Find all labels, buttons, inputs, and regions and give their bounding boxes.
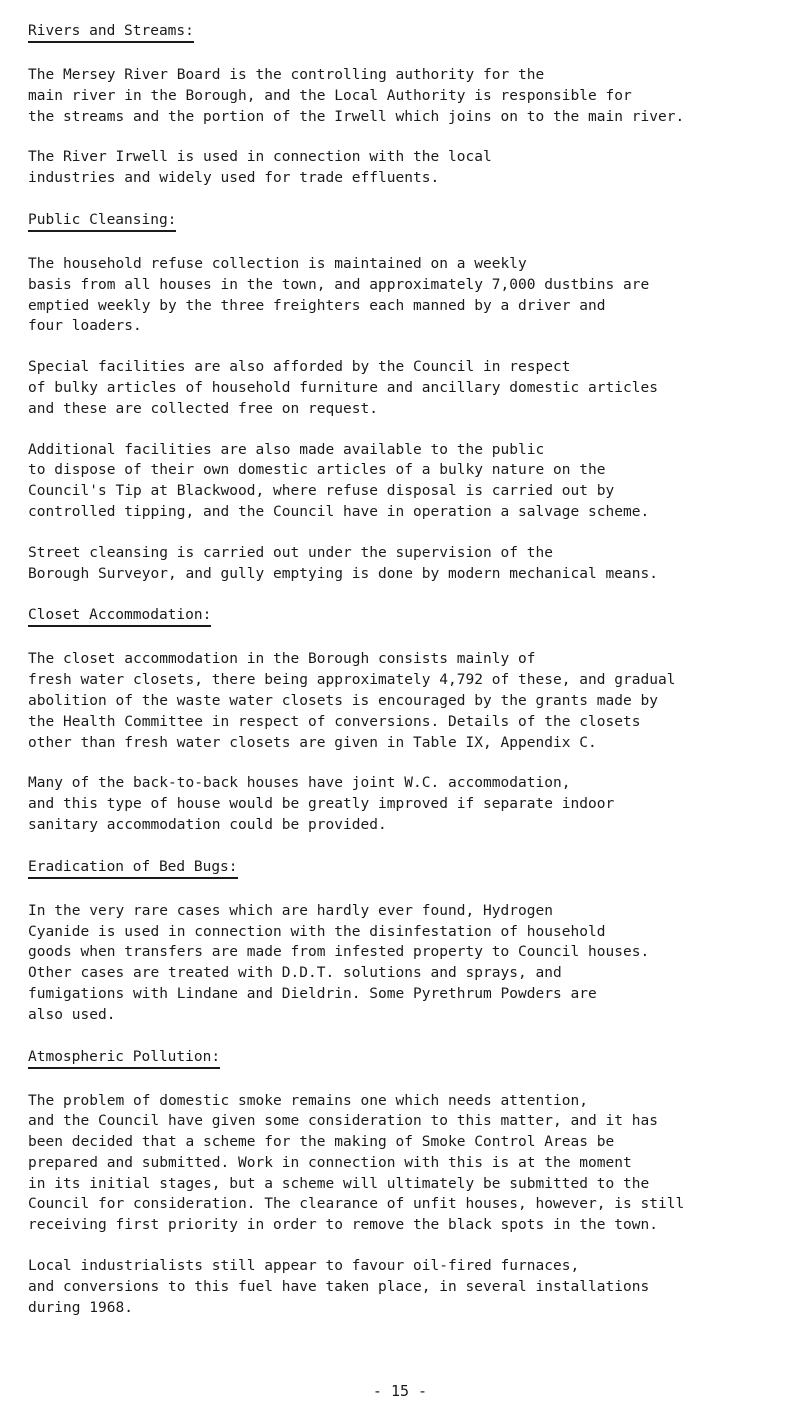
paragraph: The closet accommodation in the Borough consists mainly of fresh water closets, there being approximately 4,792 of these, and gradual abolition of the waste water closets is encouraged by the grants made by the Health Committee in respect of conversions. Details of the closets other than fresh water closets are given in Table IX, Appendix C. [28,651,676,751]
section-heading: Public Cleansing: [28,210,176,232]
paragraph: Local industrialists still appear to favour oil-fired furnaces, and conversions to this fuel have taken place, in several installations during 1968. [28,1258,650,1316]
section-heading: Closet Accommodation: [28,605,211,627]
section-rivers-and-streams [28,20,798,189]
section-closet-accommodation [28,604,798,835]
section-public-cleansing [28,209,798,584]
paragraph: Street cleansing is carried out under the supervision of the Borough Surveyor, and gully emptying is done by modern mechanical means. [28,544,658,582]
paragraph: The River Irwell is used in connection with the local industries and widely used for trade effluents. [28,149,492,187]
paragraph: The problem of domestic smoke remains one which needs attention, and the Council have given some consideration to this matter, and it has been decided that a scheme for the making of Smoke Control Areas be prepared and submitted. Work in connection with this is at the moment in its initial stages, but a scheme will ultimately be submitted to the Council for consideration. The clearance of unfit houses, however, is still receiving first priority in order to remove the black spots in the town. [28,1092,685,1234]
page-number: - 15 - [372,1382,428,1400]
paragraph: Additional facilities are also made available to the public to dispose of their own domestic articles of a bulky nature on the Council's Tip at Blackwood, where refuse disposal is carried out by controlled tipping, and the Council have in operation a salvage scheme. [28,441,650,520]
paragraph: Many of the back-to-back houses have joint W.C. accommodation, and this type of house would be greatly improved if separate indoor sanitary accommodation could be provided. [28,775,615,833]
section-atmospheric-pollution [28,1046,798,1319]
paragraph: Special facilities are also afforded by the Council in respect of bulky articles of household furniture and ancillary domestic articles and these are collected free on request. [28,359,658,417]
document-page [28,20,798,1338]
section-heading: Atmospheric Pollution: [28,1047,220,1069]
paragraph: The Mersey River Board is the controlling authority for the main river in the Borough, and the Local Authority is responsible for the streams and the portion of the Irwell which joins on to the main river. [28,67,685,125]
paragraph: The household refuse collection is maintained on a weekly basis from all houses in the town, and approximately 7,000 dustbins are emptied weekly by the three freighters each manned by a driver and four loaders. [28,255,650,335]
section-eradication-of-bed-bugs [28,856,798,1026]
section-heading: Eradication of Bed Bugs: [28,857,238,879]
paragraph: In the very rare cases which are hardly ever found, Hydrogen Cyanide is used in connection with the disinfestation of household goods when transfers are made from infested property to Council houses. Other cases are treated with D.D.T. solutions and sprays, and fumigations with Lindane and Dieldrin. Some Pyrethrum Powders are also used. [28,902,650,1023]
section-heading: Rivers and Streams: [28,21,194,43]
